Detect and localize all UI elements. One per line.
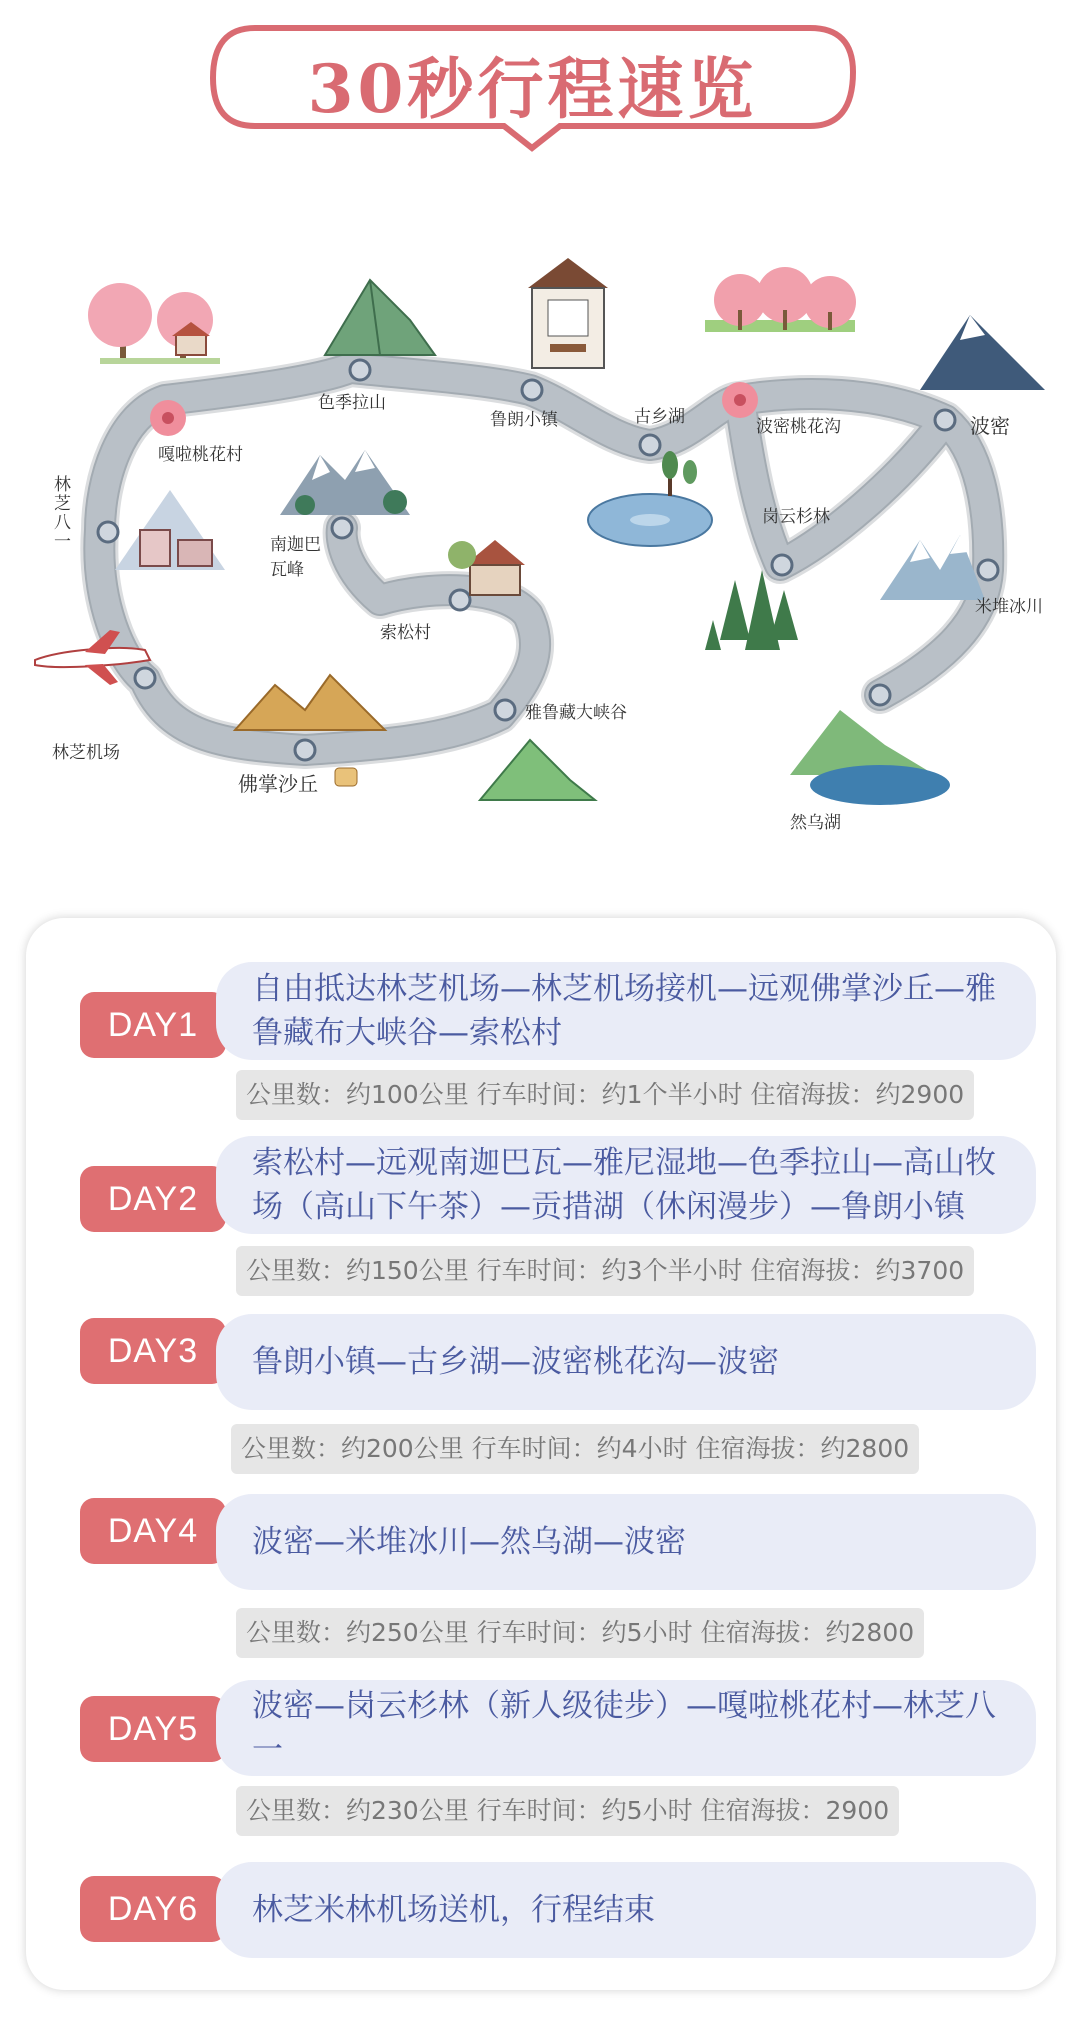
- day-info: 公里数：约100公里 行车时间：约1个半小时 住宿海拔：约2900: [236, 1070, 974, 1120]
- village-icon: [115, 490, 225, 570]
- place-label-suosong: 索松村: [380, 623, 431, 643]
- place-label-lulang: 鲁朗小镇: [490, 410, 558, 430]
- day-route-text: 波密—米堆冰川—然乌湖—波密: [252, 1524, 686, 1560]
- day-route-text: 波密—岗云杉林（新人级徒步）—嘎啦桃花村—林芝八一: [252, 1688, 996, 1768]
- place-label-gangyun: 岗云杉林: [762, 507, 830, 527]
- cherry-tree-icon: [88, 283, 220, 364]
- place-label-linzhi-bayi: 林芝八一: [50, 475, 70, 551]
- place-label-bomi-taohua: 波密桃花沟: [756, 417, 841, 437]
- day-badge: DAY2: [80, 1166, 226, 1232]
- tower-building-icon: [528, 258, 608, 368]
- itinerary-card: [26, 918, 1056, 1990]
- place-label-yarlung: 雅鲁藏大峡谷: [525, 703, 627, 723]
- place-label-bomi: 波密: [970, 414, 1010, 438]
- sand-dune-icon: [235, 675, 385, 730]
- day-badge: DAY1: [80, 992, 226, 1058]
- route-map: [0, 240, 1080, 840]
- day-badge: DAY6: [80, 1876, 226, 1942]
- day-badge: DAY5: [80, 1696, 226, 1762]
- title-banner: [205, 22, 860, 152]
- day-route: [216, 1136, 1036, 1234]
- snow-mountain-icon: [280, 450, 410, 515]
- day-info: 公里数：约200公里 行车时间：约4小时 住宿海拔：约2800: [231, 1424, 919, 1474]
- ranwu-lake-icon: [790, 710, 950, 805]
- place-label-gala: 嘎啦桃花村: [158, 445, 243, 465]
- day-route: [216, 1862, 1036, 1958]
- place-label-namjagbarwa: 南迦巴瓦峰: [270, 535, 321, 580]
- day-info: 公里数：约150公里 行车时间：约3个半小时 住宿海拔：约3700: [236, 1246, 974, 1296]
- place-label-midui: 米堆冰川: [975, 597, 1043, 617]
- place-label-sejila: 色季拉山: [318, 393, 386, 413]
- day-route: [216, 1494, 1036, 1590]
- day-info: 公里数：约250公里 行车时间：约5小时 住宿海拔：约2800: [236, 1608, 924, 1658]
- hand-sign-icon: [335, 768, 357, 786]
- day-route: [216, 962, 1036, 1060]
- page-title: 30秒行程速览: [307, 50, 758, 128]
- lake-icon: [588, 451, 712, 546]
- day-info: 公里数：约230公里 行车时间：约5小时 住宿海拔：2900: [236, 1786, 899, 1836]
- day-route-text: 林芝米林机场送机，行程结束: [252, 1892, 655, 1928]
- day-route: [216, 1680, 1036, 1776]
- place-label-airport: 林芝机场: [52, 743, 120, 763]
- bomi-snow-mountain-icon: [920, 315, 1045, 390]
- place-label-guxiang: 古乡湖: [634, 407, 685, 427]
- green-mountain-icon: [325, 280, 435, 355]
- day-route-text: 自由抵达林芝机场—林芝机场接机—远观佛掌沙丘—雅鲁藏布大峡谷—索松村: [252, 971, 996, 1051]
- day-route: [216, 1314, 1036, 1410]
- map-illustration: [0, 240, 1080, 840]
- place-label-fozhang: 佛掌沙丘: [238, 772, 318, 796]
- cherry-grove-icon: [705, 267, 856, 332]
- day-badge: DAY3: [80, 1318, 226, 1384]
- day-route-text: 索松村—远观南迦巴瓦—雅尼湿地—色季拉山—高山牧场（高山下午茶）—贡措湖（休闲漫步）—鲁朗小镇: [252, 1145, 996, 1225]
- day-route-text: 鲁朗小镇—古乡湖—波密桃花沟—波密: [252, 1344, 779, 1380]
- place-label-ranwu: 然乌湖: [790, 813, 841, 833]
- green-hills-icon: [480, 740, 595, 800]
- day-badge: DAY4: [80, 1498, 226, 1564]
